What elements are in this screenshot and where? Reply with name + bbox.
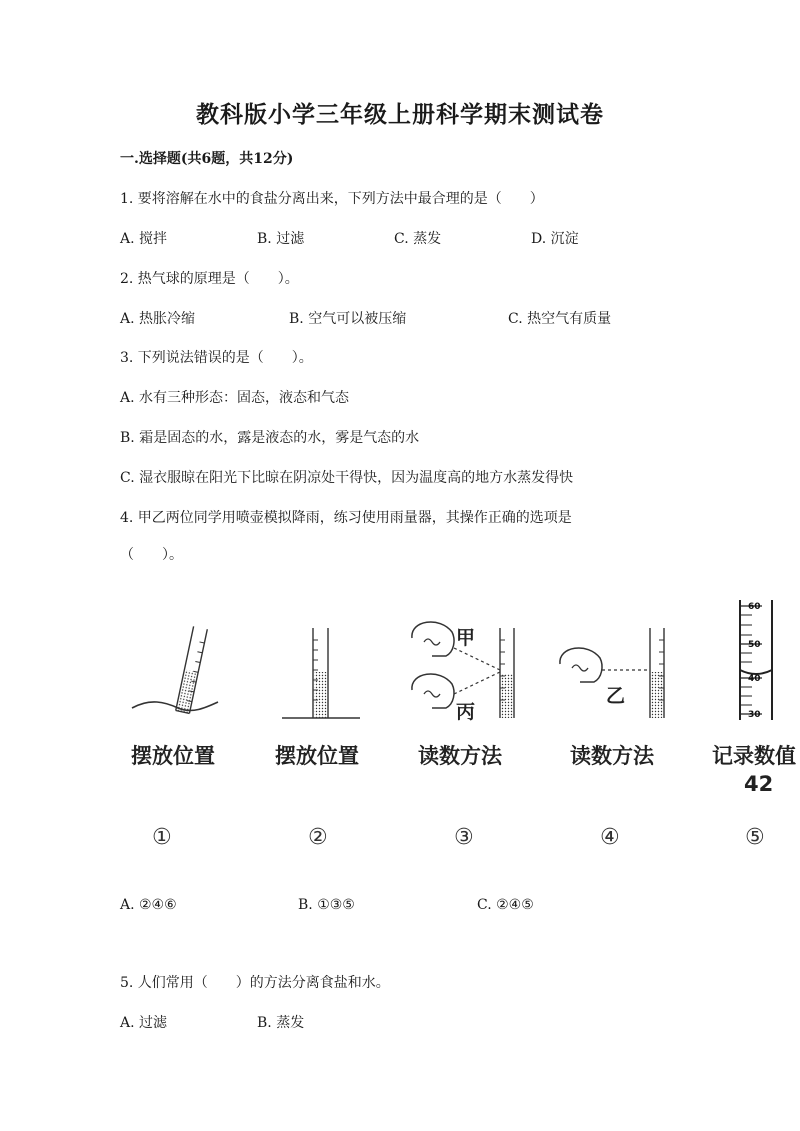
question-2-stem: 2. 热气球的原理是（ ）。 <box>120 271 299 287</box>
figure-number-5: ⑤ <box>745 825 765 850</box>
question-5-stem: 5. 人们常用（ ）的方法分离食盐和水。 <box>120 975 390 991</box>
tilted-gauge-icon <box>132 626 218 713</box>
page-title: 教科版小学三年级上册科学期末测试卷 <box>196 101 604 128</box>
q4-option-a[interactable]: A. ②④⑥ <box>120 897 177 913</box>
scale-tick-50: 50 <box>748 640 761 650</box>
figure-label-4: 读数方法 <box>570 744 654 768</box>
figure-number-4: ④ <box>600 825 620 850</box>
q1-option-d[interactable]: D. 沉淀 <box>531 231 579 247</box>
q4-option-c[interactable]: C. ②④⑤ <box>477 897 534 913</box>
question-3-stem: 3. 下列说法错误的是（ ）。 <box>120 350 313 366</box>
question-4-stem-cont: （ ）。 <box>120 547 183 563</box>
scale-tick-40: 40 <box>748 674 761 684</box>
q3-option-c[interactable]: C. 湿衣服晾在阳光下比晾在阴凉处干得快，因为温度高的地方水蒸发得快 <box>120 470 574 486</box>
q1-option-a[interactable]: A. 搅拌 <box>120 231 168 247</box>
mark-jia: 甲 <box>456 627 476 649</box>
q3-option-a[interactable]: A. 水有三种形态：固态，液态和气态 <box>120 390 350 406</box>
scale-tick-30: 30 <box>748 710 761 720</box>
figure-label-5: 记录数值 <box>712 744 796 768</box>
mark-bing: 丙 <box>456 701 476 723</box>
figure-number-1: ① <box>152 825 172 850</box>
scale-tick-60: 60 <box>748 602 761 612</box>
figure-label-2: 摆放位置 <box>275 744 359 768</box>
figure-label-1: 摆放位置 <box>131 744 215 768</box>
question-4-stem: 4. 甲乙两位同学用喷壶模拟降雨，练习使用雨量器，其操作正确的选项是 <box>120 510 572 526</box>
figure-number-2: ② <box>308 825 328 850</box>
q5-option-b[interactable]: B. 蒸发 <box>257 1015 305 1031</box>
scale-reading-icon <box>740 600 772 720</box>
q2-option-b[interactable]: B. 空气可以被压缩 <box>289 311 407 327</box>
record-value: 42 <box>744 772 774 796</box>
q1-option-b[interactable]: B. 过滤 <box>257 231 305 247</box>
upright-gauge-icon <box>282 628 360 718</box>
q1-option-c[interactable]: C. 蒸发 <box>394 231 442 247</box>
section-heading: 一.选择题(共6题，共12分) <box>120 151 294 167</box>
mark-yi: 乙 <box>606 685 626 707</box>
q5-option-a[interactable]: A. 过滤 <box>120 1015 168 1031</box>
q2-option-a[interactable]: A. 热胀冷缩 <box>120 311 196 327</box>
rain-gauge-figure <box>0 590 800 730</box>
figure-label-3: 读数方法 <box>418 744 502 768</box>
q4-option-b[interactable]: B. ①③⑤ <box>298 897 355 913</box>
q3-option-b[interactable]: B. 霜是固态的水，露是液态的水，雾是气态的水 <box>120 430 420 446</box>
question-1-stem: 1. 要将溶解在水中的食盐分离出来，下列方法中最合理的是（ ） <box>120 191 544 207</box>
q2-option-c[interactable]: C. 热空气有质量 <box>508 311 612 327</box>
figure-number-3: ③ <box>454 825 474 850</box>
